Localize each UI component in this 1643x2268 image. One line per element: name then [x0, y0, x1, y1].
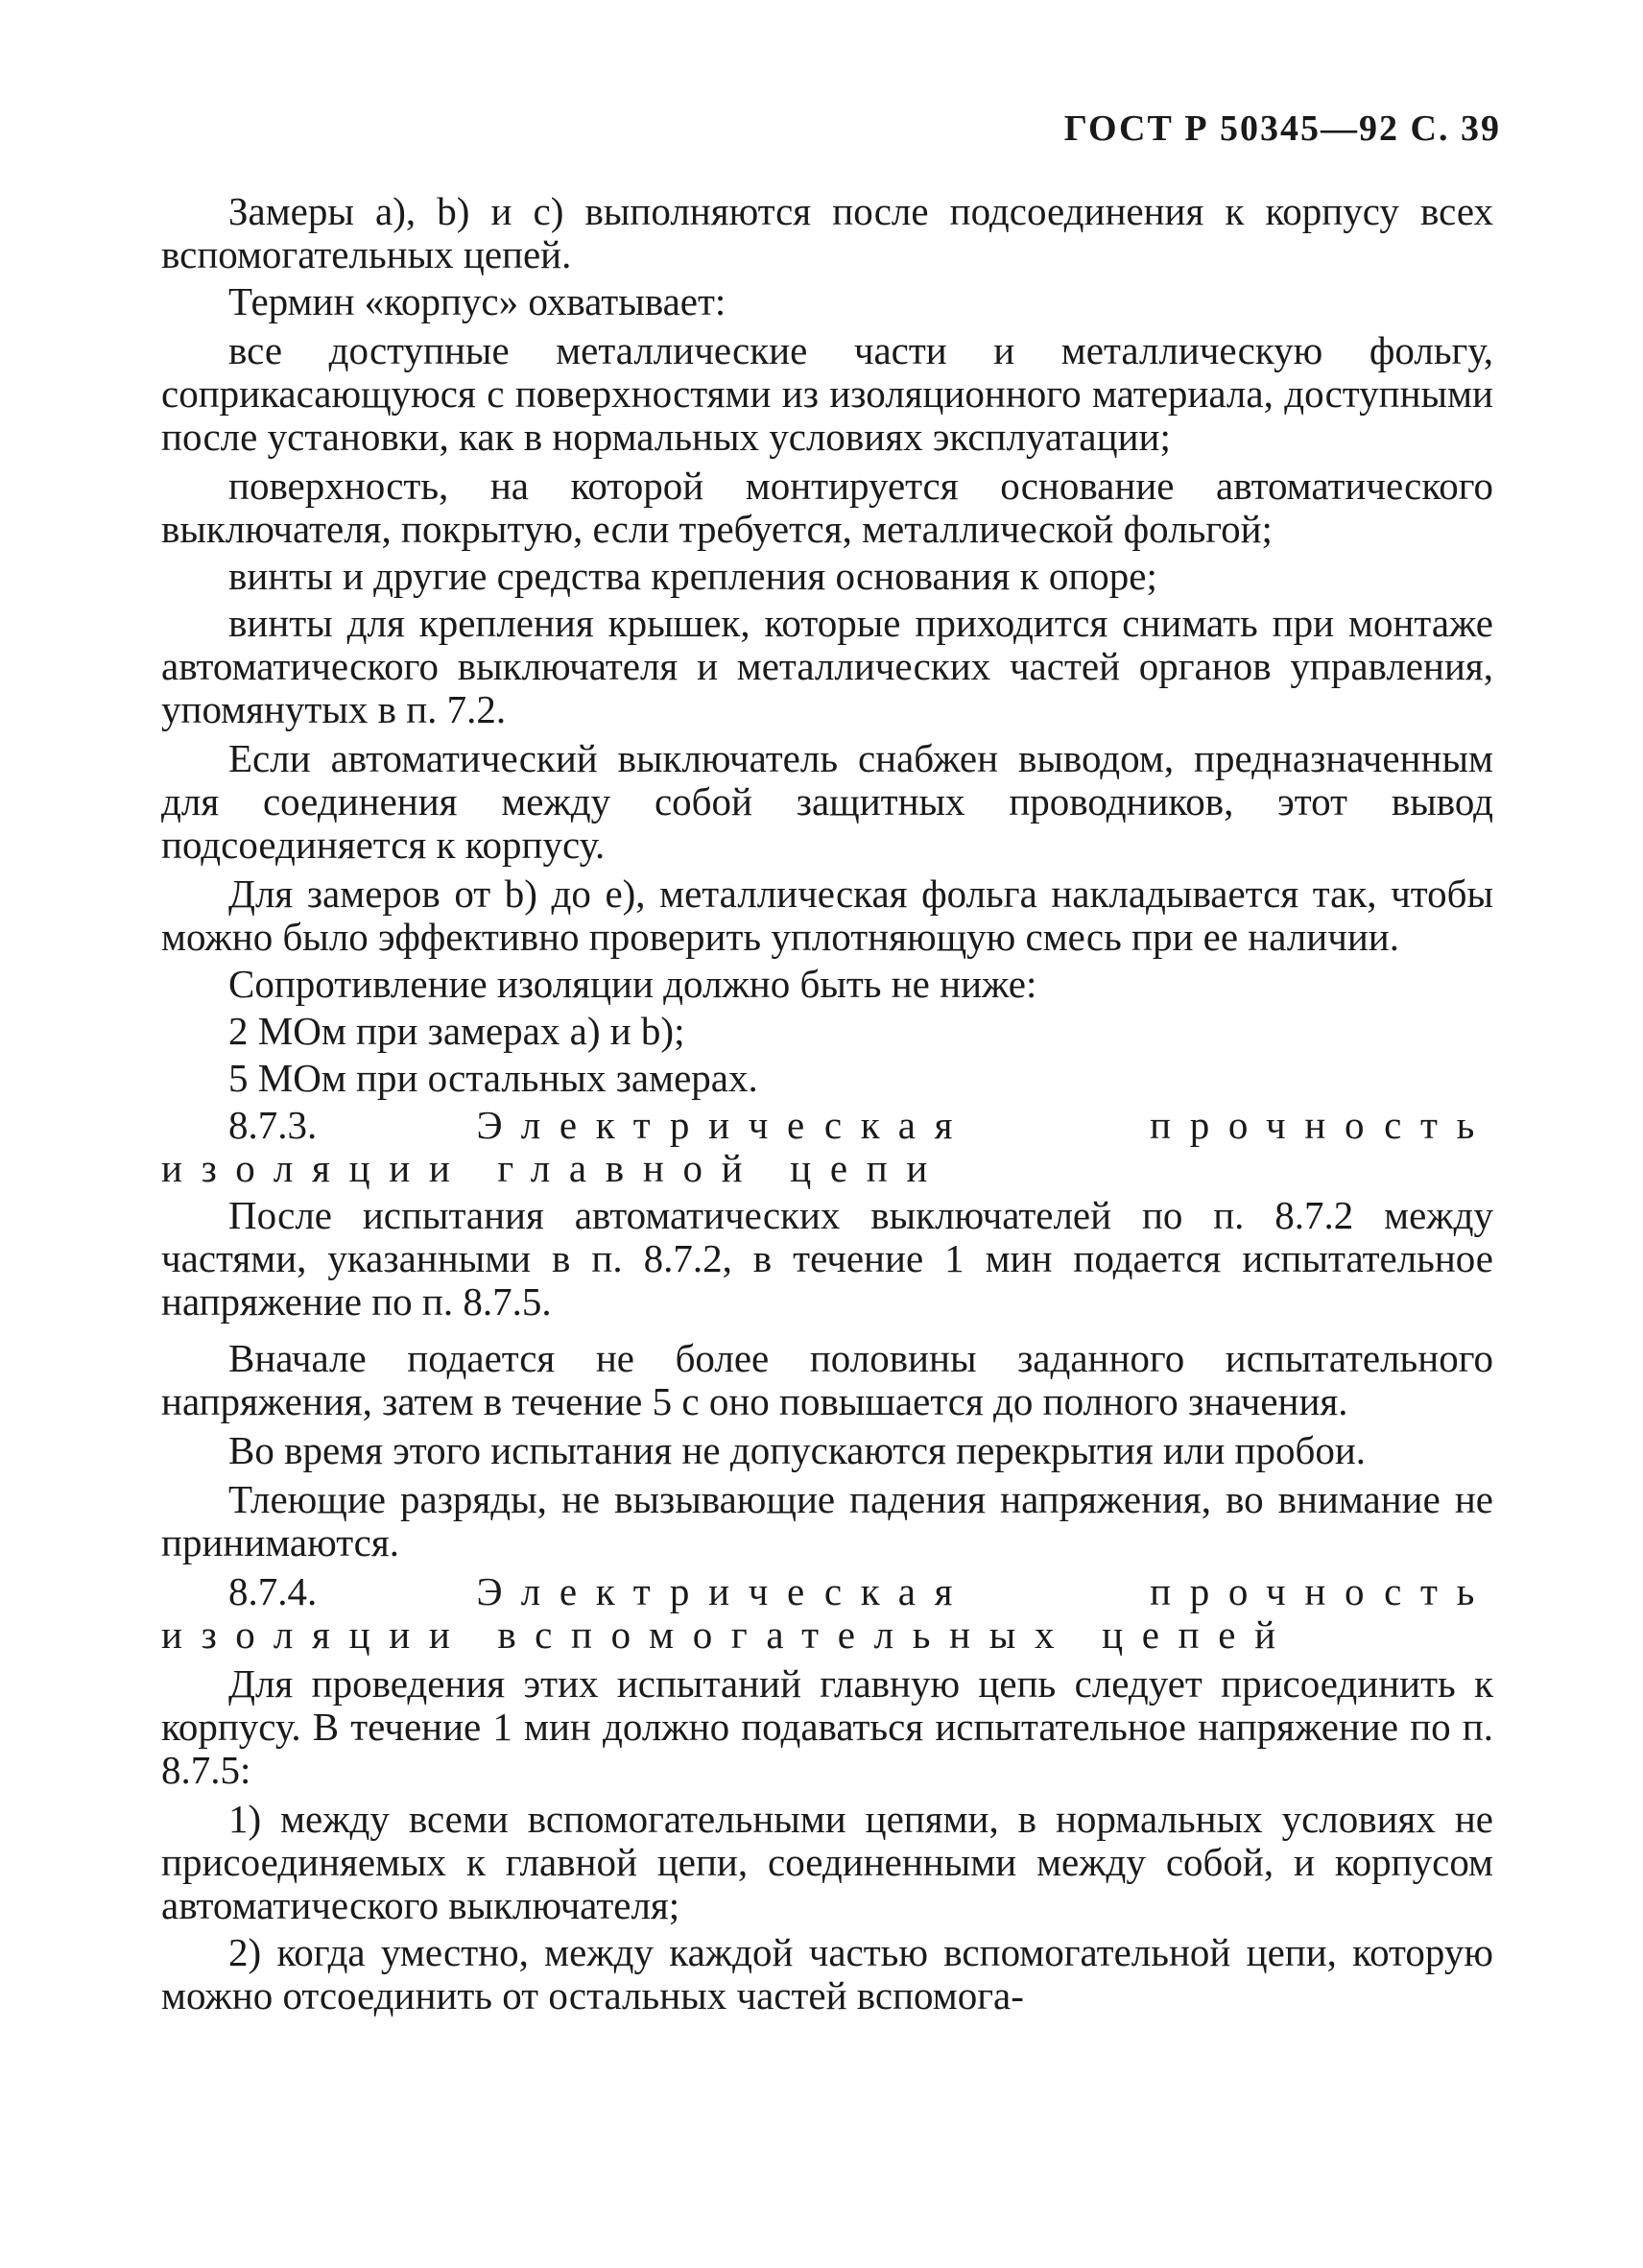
paragraph: все доступные металлические части и металлическую фольгу, соприкасающуюся с поверхностями из изоляционного материала, доступными после установки, как в нормальных условиях эксплуатации; — [161, 328, 1493, 459]
paragraph: Если автоматический выключатель снабжен выводом, предназначенным для соединения между собой защитных проводников, этот вывод подсоединяется к корпусу. — [161, 736, 1493, 867]
page-body — [161, 190, 1493, 2021]
paragraph: 5 МОм при остальных замерах. — [228, 1056, 758, 1100]
page-header: ГОСТ Р 50345—92 С. 39 — [1063, 108, 1501, 149]
paragraph: Во время этого испытания не допускаются перекрытия или пробои. — [228, 1428, 1367, 1472]
paragraph: винты для крепления крышек, которые приходится снимать при монтаже автоматического выключателя и металлических частей органов управления, упомянутых в п. 7.2. — [161, 601, 1493, 731]
section-title: Электрическая прочность изоляции главной цепи — [161, 1103, 1494, 1190]
section-number: 8.7.4. — [228, 1569, 318, 1613]
section-title: Электрическая прочность изоляции вспомогательных цепей — [161, 1569, 1494, 1657]
paragraph: Термин «корпус» охватывает: — [228, 279, 726, 323]
paragraph: винты и другие средства крепления основания к опоре; — [228, 554, 1157, 598]
list-item: 1) между всеми вспомогательными цепями, в нормальных условиях не присоединяемых к главной цепи, соединенными между собой, и корпусом автоматического выключателя; — [161, 1797, 1493, 1927]
section-number: 8.7.3. — [228, 1103, 318, 1147]
section-heading-8-7-3 — [161, 1104, 1493, 1190]
paragraph: После испытания автоматических выключателей по п. 8.7.2 между частями, указанными в п. 8.7.2, в течение 1 мин подается испытательное напряжение по п. 8.7.5. — [161, 1193, 1493, 1324]
paragraph: 2 МОм при замерах a) и b); — [228, 1009, 685, 1053]
paragraph: Вначале подается не более половины заданного испытательного напряжения, затем в течение 5 с оно повышается до полного значения. — [161, 1336, 1493, 1423]
list-item: 2) когда уместно, между каждой частью вспомогательной цепи, которую можно отсоединить от остальных частей вспомога- — [161, 1930, 1493, 2017]
paragraph: Для проведения этих испытаний главную цепь следует присоединить к корпусу. В течение 1 мин должно подаваться испытательное напряжение по п. 8.7.5: — [161, 1661, 1493, 1792]
section-heading-8-7-4 — [161, 1570, 1493, 1657]
paragraph: Сопротивление изоляции должно быть не ниже: — [228, 962, 1037, 1006]
paragraph: поверхность, на которой монтируется основание автоматического выключателя, покрытую, если требуется, металлической фольгой; — [161, 464, 1493, 551]
paragraph: Для замеров от b) до e), металлическая фольга накладывается так, чтобы можно было эффективно проверить уплотняющую смесь при ее наличии. — [161, 871, 1493, 959]
paragraph: Тлеющие разряды, не вызывающие падения напряжения, во внимание не принимаются. — [161, 1477, 1493, 1564]
paragraph: Замеры a), b) и c) выполняются после подсоединения к корпусу всех вспомогательных цепей. — [161, 189, 1493, 276]
